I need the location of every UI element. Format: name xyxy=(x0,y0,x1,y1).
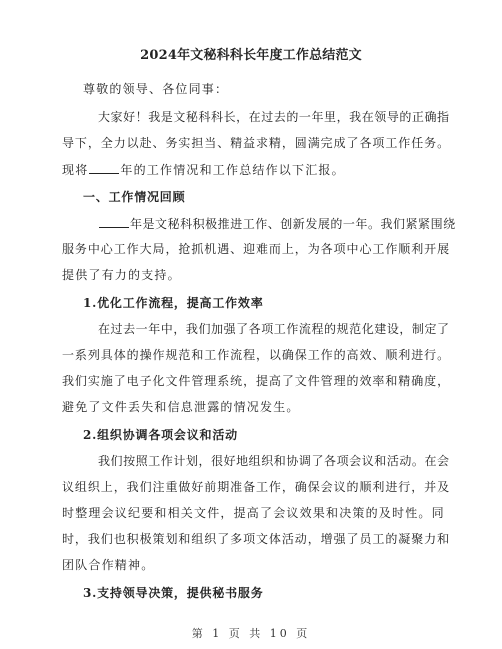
subsection-3-heading: 3.支持领导决策，提供秘书服务 xyxy=(83,586,264,600)
subsection-2-line-4: 时，我们也积极策划和组织了多项文体活动，增强了员工的凝聚力和 xyxy=(62,532,451,546)
section-1-line-1 xyxy=(98,216,456,231)
subsection-1-line-4: 避免了文件丢失和信息泄露的情况发生。 xyxy=(62,400,300,414)
subsection-1-line-3: 我们实施了电子化文件管理系统，提高了文件管理的效率和精确度， xyxy=(62,374,451,388)
year-blank xyxy=(99,216,129,228)
subsection-2-line-5: 团队合作精神。 xyxy=(62,558,155,572)
salutation: 尊敬的领导、各位同事： xyxy=(83,82,229,96)
intro-line-3 xyxy=(62,162,345,177)
subsection-1-line-1: 在过去一年中，我们加强了各项工作流程的规范化建设，制定了 xyxy=(98,322,450,336)
section-1-line-2: 服务中心工作大局，抢抓机遇、迎难而上，为各项中心工作顺利开展 xyxy=(62,242,451,256)
subsection-1-line-2: 一系列具体的操作规范和工作流程，以确保工作的高效、顺利进行。 xyxy=(62,348,451,362)
subsection-2-line-1: 我们按照工作计划，很好地组织和协调了各项会议和活动。在会 xyxy=(98,454,450,468)
section-1-line-1-text: 年是文秘科积极推进工作、创新发展的一年。我们紧紧围绕 xyxy=(130,217,456,231)
year-blank xyxy=(89,162,119,174)
subsection-2-line-3: 时整理会议纪要和相关文件，提高了会议效果和决策的及时性。同 xyxy=(62,506,445,520)
intro-line-1: 大家好！我是文秘科科长，在过去的一年里，我在领导的正确指 xyxy=(98,110,450,124)
intro-line-3-start: 现将 xyxy=(62,163,89,177)
subsection-1-heading: 1.优化工作流程，提高工作效率 xyxy=(83,296,264,310)
subsection-2-heading: 2.组织协调各项会议和活动 xyxy=(83,428,238,442)
document-title: 2024年文秘科科长年度工作总结范文 xyxy=(140,48,362,63)
section-1-heading: 一、工作情况回顾 xyxy=(83,190,186,204)
intro-line-3-end: 年的工作情况和工作总结作以下汇报。 xyxy=(120,163,345,177)
subsection-2-line-2: 议组织上，我们注重做好前期准备工作，确保会议的顺利进行，并及 xyxy=(62,480,451,494)
page-footer: 第 1 页 共 10 页 xyxy=(191,627,311,640)
section-1-line-3: 提供了有力的支持。 xyxy=(62,268,181,282)
intro-line-2: 导下，全力以赴、务实担当、精益求精，圆满完成了各项工作任务。 xyxy=(62,136,451,150)
